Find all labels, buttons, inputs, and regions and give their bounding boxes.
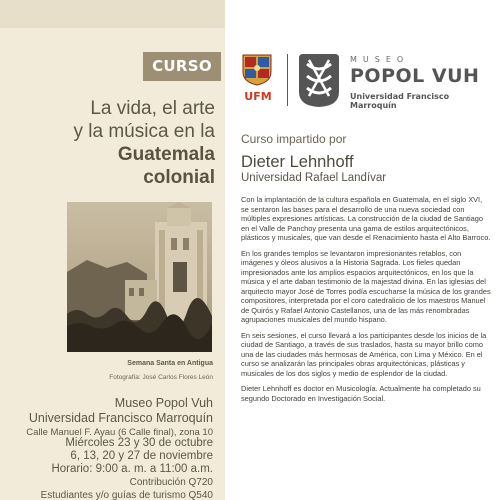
description-paragraph-2: En los grandes templos se levantaron impresionantes retablos, con imágenes y óleos alusivos a la Historia Sagrada. Los fieles quedan impresionados ante los amplios espacios arquitectónicos, en los que la música y el arte daban testimonio de la majestad divina. En las iglesias del arquitecto mayor José de Torres podía escucharse la música de los grandes compositores, interpretada por el coro catedralicio de los maestros Manuel de Quirós y Rafael Antonio Castellanos, una de las más renombradas agrupaciones musicales del mundo hispano. xyxy=(241,248,491,324)
title-line-4: colonial xyxy=(143,167,215,188)
description-paragraph-3: En seis sesiones, el curso llevará a los participantes desde los inicios de la ciudad de Santiago, a través de sus traslados, hasta su mayor brillo como una de las ciudades más hermosas de América, con Lima y México. En el curso se analizarán las principales obras arquitectónicas, plásticas y musicales de los dos siglos y medio de esplendor de la ciudad. xyxy=(241,330,487,378)
instructor-intro: Curso impartido por xyxy=(241,132,347,146)
popol-vuh-logo-icon xyxy=(297,52,341,108)
church-photo-illustration xyxy=(67,202,212,352)
title-line-2: y la música en la xyxy=(73,121,215,142)
course-title xyxy=(5,97,215,189)
schedule-dates-2: 6, 13, 20 y 27 de noviembre xyxy=(70,450,213,462)
logo-divider xyxy=(287,54,288,106)
curso-badge: CURSO xyxy=(143,52,221,81)
museo-label: MUSEO xyxy=(350,55,410,64)
logo-university: Universidad Francisco Marroquín xyxy=(350,92,450,110)
logo-strip xyxy=(240,52,492,110)
photo-credit: Fotografía: José Carlos Flores León xyxy=(109,374,213,381)
schedule-fee: Contribución Q720 xyxy=(129,477,213,488)
schedule-student-fee: Estudiantes y/o guías de turismo Q540 xyxy=(40,490,213,500)
instructor-name: Dieter Lehnhoff xyxy=(241,153,354,171)
venue-name: Museo Popol Vuh xyxy=(114,396,213,410)
venue-university: Universidad Francisco Marroquín xyxy=(28,411,213,425)
course-description xyxy=(241,195,492,409)
schedule-block xyxy=(0,437,213,500)
popol-vuh-wordmark: POPOL VUH xyxy=(350,65,480,87)
left-panel xyxy=(0,0,225,500)
schedule-dates-1: Miércoles 23 y 30 de octubre xyxy=(65,437,213,449)
title-line-1: La vida, el arte xyxy=(90,98,215,119)
photo-caption: Semana Santa en Antigua xyxy=(127,360,213,367)
description-paragraph-4: Dieter Lehnhoff es doctor en Musicología. Actualmente ha completado su segundo Doctorado en Investigación Social. xyxy=(241,384,481,403)
instructor-affiliation: Universidad Rafael Landívar xyxy=(241,172,387,184)
top-band xyxy=(0,0,225,28)
title-line-3: Guatemala xyxy=(117,144,215,165)
venue-address: Calle Manuel F. Ayau (6 Calle final), zona 10 xyxy=(26,427,213,438)
church-photo xyxy=(67,202,212,352)
venue-block xyxy=(0,396,213,439)
ufm-shield-icon xyxy=(242,54,272,86)
schedule-hours: Horario: 9:00 a. m. a 11:00 a.m. xyxy=(51,463,213,475)
description-paragraph-1: Con la implantación de la cultura española en Guatemala, en el siglo XVI, se sentaron las bases para el desarrollo de una nueva sociedad con múltiples expresiones artísticas. La construcción de la ciudad de Santiago en el Valle de Panchoy presenta una gama de estilos arquitectónicos, plásticos y musicales, que van desde el Renacimiento hasta el Alto Barroco. xyxy=(241,195,491,242)
ufm-wordmark: UFM xyxy=(244,90,272,103)
